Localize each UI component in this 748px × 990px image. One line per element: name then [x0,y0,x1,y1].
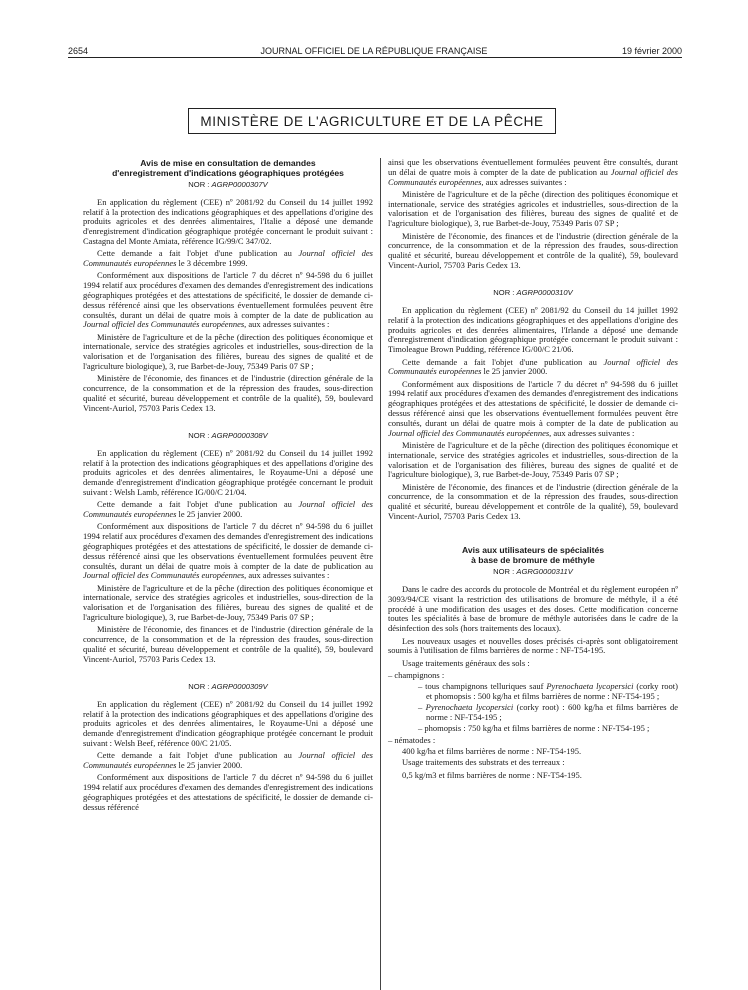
left-column [83,158,373,815]
paragraph: En application du règlement (CEE) nº 2081/92 du Conseil du 14 juillet 1992 relatif à la protection des indications géographiques et des appellations d'origine des produits agricoles et des denrées alimentaires, l'Irlande a déposé une demande d'enregistrement d'indication géographique protégée concernant le produit suivant : Timoleague Brown Pudding, référence IG/00/C 21/06. [388,305,678,355]
list-item: – champignons : [388,669,445,680]
paragraph: Ministère de l'agriculture et de la pêche (direction des politiques économique et internationale, service des stratégies agricoles et industrielles, sous-direction de la valorisation et de l'organisation des filières, bureau des signes de qualité et de l'agriculture biologique), 3, rue Barbet-de-Jouy, 75349 Paris 07 SP ; [83,331,373,372]
paragraph: Ministère de l'économie, des finances et de l'industrie (direction générale de la concurrence, de la consommation et de la répression des fraudes, sous-direction qualité et sécurité, bureau développement et contrôle de la qualité), 59, boulevard Vincent-Auriol, 75703 Paris Cedex 13. [388,481,678,521]
list-item: – tous champignons telluriques sauf Pyrenochaeta lycopersici (corky root) et phomopsis : 500 kg/ha et films barrières de norme : NF-T54-195 ; [418,681,678,702]
paragraph: Ministère de l'agriculture et de la pêche (direction des politiques économique et internationale, service des stratégies agricoles et industrielles, sous-direction de la valorisation et de l'organisation des filières, bureau des signes de qualité et de l'agriculture biologique), 3, rue Barbet-de-Jouy, 75349 Paris 07 SP ; [83,582,373,623]
notice-title-line2: d'enregistrement d'indications géographiques protégées [112,168,344,178]
paragraph: Ministère de l'économie, des finances et de l'industrie (direction générale de la concurrence, de la consommation et de la répression des fraudes, sous-direction qualité et sécurité, bureau développement et contrôle de la qualité), 59, boulevard Vincent-Auriol, 75703 Paris Cedex 13. [83,373,373,413]
paragraph: ainsi que les observations éventuellement formulées peuvent être consultés, durant un délai de quatre mois à compter de la date de publication au Journal officiel des Communautés européennes, aux adresses suivantes : [388,157,678,187]
list-item: – Pyrenochaeta lycopersici (corky root) : 600 kg/ha et films barrières de norme : NF-T54-195 ; [418,702,679,723]
nor-reference: NOR : AGRP0000307V [188,180,268,189]
paragraph: Conformément aux dispositions de l'article 7 du décret nº 94-598 du 6 juillet 1994 relatif aux procédures d'examen des demandes d'enregistrement des indications géographiques protégées et des attestations de spécificité, le dossier de demande ci-dessus référencé ainsi que les observations éventuellement formulées peuvent être consultés, durant un délai de quatre mois à compter de la date de publication au Journal officiel des Communautés européennes, aux adresses suivantes : [388,378,678,438]
notice-title-line1: Avis de mise en consultation de demandes [140,158,316,168]
paragraph: Conformément aux dispositions de l'article 7 du décret nº 94-598 du 6 juillet 1994 relatif aux procédures d'examen des demandes d'enregistrement des indications géographiques protégées et des attestations de spécificité, le dossier de demande ci-dessus référencé [83,772,373,812]
paragraph: En application du règlement (CEE) nº 2081/92 du Conseil du 14 juillet 1992 relatif à la protection des indications géographiques et des appellations d'origine des produits agricoles et des denrées alimentaires, le Royaume-Uni a déposé une demande d'enregistrement d'indication géographique protégée concernant le produit suivant : Welsh Beef, référence 00/C 21/05. [83,698,373,749]
notice-title-line2: à base de bromure de méthyle [471,555,595,566]
nor-reference: NOR : AGRP0000308V [188,431,268,441]
paragraph: Les nouveaux usages et nouvelles doses précisés ci-après sont obligatoirement soumis à l'utilisation de films barrières de norme : NF-T54-195. [388,635,678,656]
paragraph: Conformément aux dispositions de l'article 7 du décret nº 94-598 du 6 juillet 1994 relatif aux procédures d'examen des demandes d'enregistrement des indications géographiques protégées et des attestations de spécificité, le dossier de demande ci-dessus référencé ainsi que les observations éventuellement formulées peuvent être consultés, durant un délai de quatre mois à compter de la date de publication au Journal officiel des Communautés européennes, aux adresses suivantes : [83,270,373,330]
paragraph: En application du règlement (CEE) nº 2081/92 du Conseil du 14 juillet 1992 relatif à la protection des indications géographiques et des appellations d'origine des produits agricoles et des denrées alimentaires, le Royaume-Uni a déposé une demande d'enregistrement d'indication géographique protégée concernant le produit suivant : Welsh Lamb, référence IG/00/C 21/04. [83,447,373,498]
list-item: – nématodes : [388,734,436,745]
paragraph: Dans le cadre des accords du protocole de Montréal et du règlement européen nº 3093/94/CE visant la restriction des utilisations de bromure de méthyle, il a été procédé à une modification des usages et des doses. Cette modification concerne toutes les spécialités à base de bromure de méthyle autorisées dans le cadre de la désinfection des sols (hors traitements des locaux). [388,584,678,634]
paragraph: Ministère de l'agriculture et de la pêche (direction des politiques économique et internationale, service des stratégies agricoles et industrielles, sous-direction de la valorisation et de l'organisation des filières, bureau des signes de qualité et de l'agriculture biologique), 3, rue Barbet-de-Jouy, 75349 Paris 07 SP ; [388,188,678,229]
paragraph: Cette demande a fait l'objet d'une publication au Journal officiel des Communautés européennes le 3 décembre 1999. [83,248,373,269]
paragraph: Cette demande a fait l'objet d'une publication au Journal officiel des Communautés européennes le 25 janvier 2000. [388,356,678,377]
nor-reference: NOR : AGRP0000309V [188,682,268,692]
ministry-banner: MINISTÈRE DE L'AGRICULTURE ET DE LA PÊCHE [188,108,556,134]
journal-title: JOURNAL OFFICIEL DE LA RÉPUBLIQUE FRANÇAISE [260,46,488,56]
notice-title-line1: Avis aux utilisateurs de spécialités [461,545,605,556]
list-item: – phomopsis : 750 kg/ha et films barrières de norme : NF-T54-195 ; [418,723,650,734]
paragraph: Ministère de l'agriculture et de la pêche (direction des politiques économique et internationale, service des stratégies agricoles et industrielles, sous-direction de la valorisation et de l'organisation des filières, bureau des signes de qualité et de l'agriculture biologique), 3, rue Barbet-de-Jouy, 75349 Paris 07 SP ; [388,439,678,480]
paragraph: Usage traitements des substrats et des terreaux : [402,757,565,768]
paragraph: Ministère de l'économie, des finances et de l'industrie (direction générale de la concurrence, de la consommation et de la répression des fraudes, sous-direction qualité et sécurité, bureau développement et contrôle de la qualité), 59, boulevard Vincent-Auriol, 75703 Paris Cedex 13. [388,230,678,270]
issue-date: 19 février 2000 [621,46,682,56]
paragraph: Ministère de l'économie, des finances et de l'industrie (direction générale de la concurrence, de la consommation et de la répression des fraudes, sous-direction qualité et sécurité, bureau développement et contrôle de la qualité), 59, boulevard Vincent-Auriol, 75703 Paris Cedex 13. [83,624,373,664]
paragraph: En application du règlement (CEE) nº 2081/92 du Conseil du 14 juillet 1992 relatif à la protection des indications géographiques et des appellations d'origine des produits agricoles et des denrées alimentaires, l'Italie a déposé une demande d'enregistrement d'indication géographique protégée concernant le produit suivant : Castagna del Monte Amiata, référence IG/99/C 347/02. [83,196,373,246]
paragraph: Conformément aux dispositions de l'article 7 du décret nº 94-598 du 6 juillet 1994 relatif aux procédures d'examen des demandes d'enregistrement des indications géographiques protégées et des attestations de spécificité, le dossier de demande ci-dessus référencé ainsi que les observations éventuellement formulées peuvent être consultés, durant un délai de quatre mois à compter de la date de publication au Journal officiel des Communautés européennes, aux adresses suivantes : [83,521,373,581]
paragraph: Cette demande a fait l'objet d'une publication au Journal officiel des Communautés européennes le 25 janvier 2000. [83,750,373,771]
nor-reference: NOR : AGRP0000310V [493,288,573,298]
header-rule [68,57,682,58]
paragraph: Usage traitements généraux des sols : [402,657,530,668]
right-column [388,158,678,783]
paragraph: 0,5 kg/m3 et films barrières de norme : NF-T54-195. [402,769,582,780]
page-number: 2654 [68,46,89,56]
column-separator [380,158,381,990]
paragraph: Cette demande a fait l'objet d'une publication au Journal officiel des Communautés européennes le 25 janvier 2000. [83,499,373,520]
list-item: 400 kg/ha et films barrières de norme : NF-T54-195. [402,746,582,757]
nor-reference: NOR : AGRG0000311V [493,567,573,577]
